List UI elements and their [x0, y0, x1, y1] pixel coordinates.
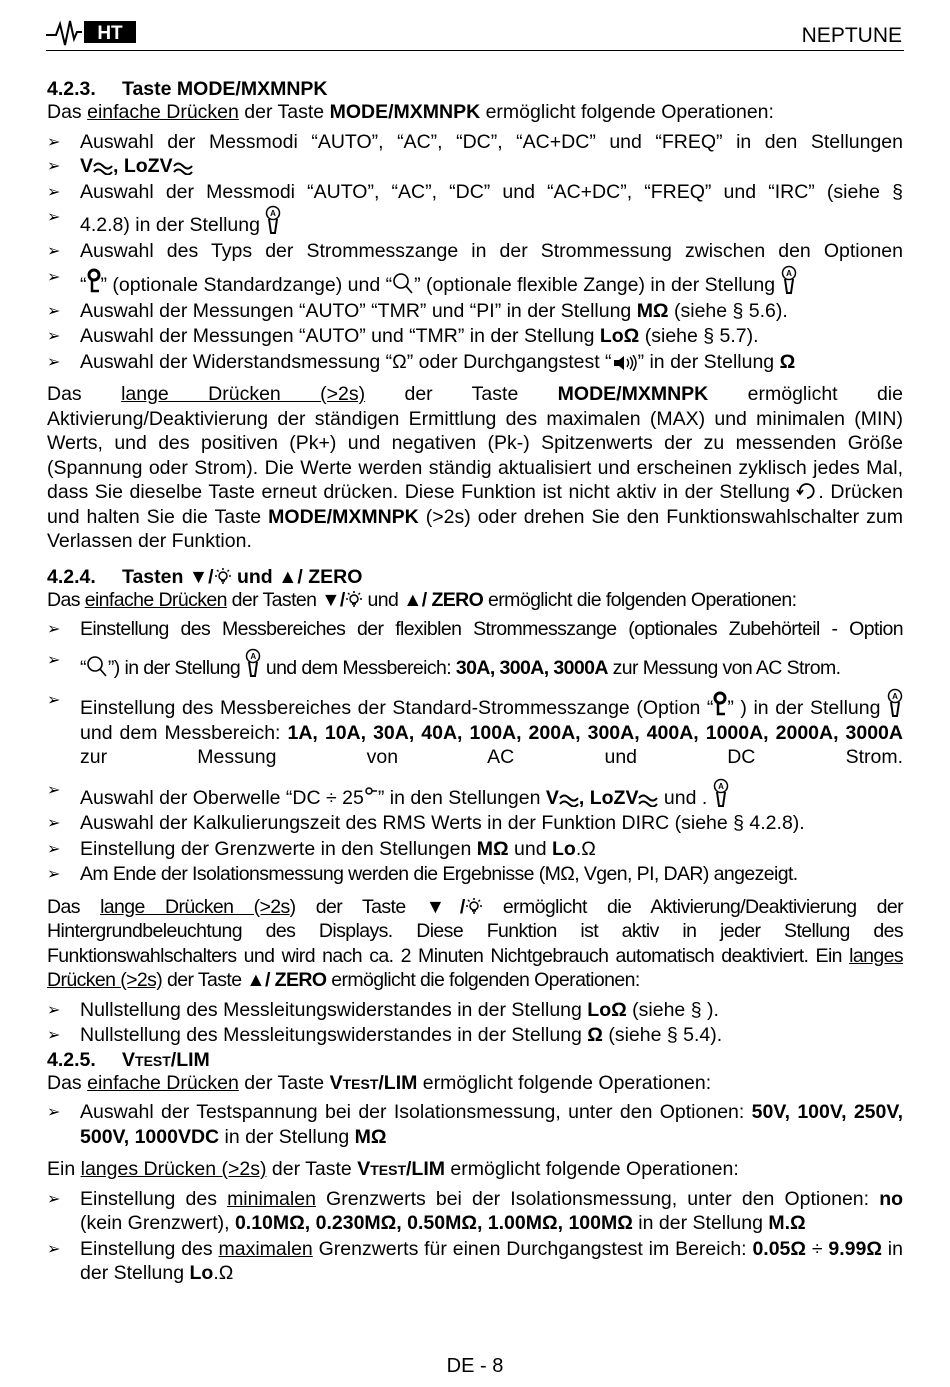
backlight-icon — [465, 898, 483, 916]
section-423-long-text: Aktivierung/Deaktivierung der ständigen Ermittlung des maximalen (MAX) und minimalen (MIN) Werts, und des positiven (Pk+) und negativen (Pk-) Spitzenwerts der zu messenden Größe (Spannung oder Strom). Die Werte werden ständig aktualisiert und erscheinen zyklisch jedes Mal, dass Sie dieselbe Taste erneut drücken. Diese Funktion ist nicht aktiv in der Stellung . Drücken und halten Sie die Taste MODE/MXMNPK (>2s) oder drehen Sie den Funktionswahlschalter zum Verlassen der Funktion. — [47, 407, 904, 552]
section-425-list — [47, 1100, 903, 1149]
list-item: ➢ Auswahl der Oberwelle “DC ÷ 25 ” in den Stellungen V , LoZV und . A — [47, 778, 903, 811]
list-item: ➢ Auswahl der Widerstandsmessung “Ω” oder Durchgangstest “ ” in der Stellung Ω — [47, 350, 903, 375]
svg-text:A: A — [785, 269, 792, 278]
section-423-long-line1: Das lange Drücken (>2s) der Taste MODE/MXMNPK ermöglicht die — [47, 383, 903, 405]
section-424-intro: Das einfache Drücken der Tasten ▼/ und ▲/ ZERO ermöglicht die folgenden Operationen: — [47, 588, 797, 611]
clamp-probe-icon — [781, 265, 797, 295]
section-423-heading: 4.2.3. Taste MODE/MXMNPK — [47, 78, 328, 100]
brand-text: HT — [97, 23, 123, 44]
page-header — [46, 16, 904, 51]
flexible-clamp-icon — [86, 655, 108, 677]
list-item: ➢ Auswahl der Kalkulierungszeit des RMS Werts in der Funktion DIRC (siehe § 4.2.8). — [47, 811, 903, 836]
list-item: ➢ Auswahl der Messmodi “AUTO”, “AC”, “DC” und “AC+DC”, “FREQ” und “IRC” (siehe § — [47, 180, 903, 205]
section-424-heading: 4.2.4. Tasten ▼/ und ▲/ ZERO — [47, 565, 363, 588]
svg-text:A: A — [270, 209, 277, 218]
model-name: NEPTUNE — [801, 24, 902, 47]
backlight-icon — [214, 568, 232, 586]
harmonic-icon — [364, 786, 378, 798]
standard-clamp-icon — [713, 691, 727, 717]
clamp-probe-icon — [265, 205, 281, 235]
section-423-intro: Das einfache Drücken der Taste MODE/MXMNPK ermöglicht folgende Operationen: — [47, 101, 774, 123]
section-425-intro: Das einfache Drücken der Taste Vtest/LIM ermöglicht folgende Operationen: — [47, 1071, 712, 1094]
list-item-cont: ➢ “ ” (optionale Standardzange) und “ ” (optionale flexible Zange) in der Stellung A — [47, 265, 903, 298]
ht-logo — [46, 18, 138, 46]
section-424-list — [47, 617, 903, 887]
section-425-long: Ein langes Drücken (>2s) der Taste Vtest/LIM ermöglicht folgende Operationen: — [47, 1158, 739, 1180]
rotate-icon — [796, 481, 818, 501]
list-item: ➢ Nullstellung des Messleitungswiderstandes in der Stellung LoΩ (siehe § ). — [47, 998, 903, 1023]
list-item: ➢ Einstellung des maximalen Grenzwerts für einen Durchgangstest im Bereich: 0.05Ω ÷ 9.99Ω in der Stellung Lo.Ω — [47, 1237, 903, 1286]
ac-wave-icon — [93, 161, 113, 175]
list-item: ➢ Auswahl der Messmodi “AUTO”, “AC”, “DC”, “AC+DC” und “FREQ” in den Stellungen — [47, 130, 903, 155]
continuity-buzzer-icon — [612, 355, 638, 371]
ac-wave-icon — [638, 793, 658, 807]
page-body — [47, 78, 903, 1287]
svg-text:A: A — [892, 692, 898, 701]
svg-text:A: A — [250, 651, 256, 661]
section-425-heading: 4.2.5. Vtest/LIM — [47, 1048, 210, 1071]
clamp-probe-icon — [245, 648, 261, 678]
list-item: ➢ Einstellung des Messbereiches der Standard-Strommesszange (Option “ ” ) in der Stellung A und dem Messbereich: 1A, 10A, 30A, 40A, 100A, 200A, 300A, 400A, 1000A, 2000A, 3000A zur Messung von AC und DC Strom. — [47, 688, 903, 770]
backlight-icon — [345, 591, 363, 609]
standard-clamp-icon — [87, 268, 101, 294]
section-424-zero-list — [47, 998, 903, 1048]
list-item-cont: ➢ “ ”) in der Stellung A und dem Messbereich: 30A, 300A, 3000A zur Messung von AC Strom. — [47, 648, 903, 681]
list-item: ➢ Einstellung des minimalen Grenzwerts bei der Isolationsmessung, unter den Optionen: no (kein Grenzwert), 0.10MΩ, 0.230MΩ, 0.50MΩ, 1.00MΩ, 100MΩ in der Stellung M.Ω — [47, 1187, 903, 1236]
list-item: ➢ Am Ende der Isolationsmessung werden die Ergebnisse (MΩ, Vgen, PI, DAR) angezeigt. — [47, 862, 903, 887]
clamp-probe-icon — [887, 688, 903, 718]
page-number: DE - 8 — [446, 1355, 504, 1377]
flexible-clamp-icon — [392, 272, 414, 294]
list-item: ➢ Einstellung des Messbereiches der flexiblen Strommesszange (optionales Zubehörteil - Option — [47, 617, 903, 642]
list-item: ➢ Auswahl der Messungen “AUTO” und “TMR” in der Stellung LoΩ (siehe § 5.7). — [47, 324, 903, 349]
svg-text:A: A — [717, 781, 724, 791]
ac-wave-icon — [173, 161, 193, 175]
section-424-long-text: Das lange Drücken (>2s) der Taste ▼/ ermöglicht die Aktivierung/Deaktivierung der Hintergrundbeleuchtung des Displays. Diese Funktion ist aktiv in jeder Stellung des Funktionswahlschalters und wird nach ca. 2 Minuten Nichtgebrauch automatisch deaktiviert. Ein langes Drücken (>2s) der Taste ▲/ ZERO ermöglicht die folgenden Operationen: — [47, 895, 904, 991]
list-item: ➢ Nullstellung des Messleitungswiderstandes in der Stellung Ω (siehe § 5.4). — [47, 1023, 903, 1048]
section-425-limit-list — [47, 1187, 903, 1286]
list-item-cont: ➢ V , LoZV — [47, 154, 903, 179]
list-item: ➢ Einstellung der Grenzwerte in den Stellungen MΩ und Lo.Ω — [47, 837, 903, 862]
clamp-probe-icon — [713, 778, 729, 808]
ac-wave-icon — [559, 793, 579, 807]
section-423-list — [47, 130, 903, 375]
list-item: ➢ Auswahl des Typs der Strommesszange in der Strommessung zwischen den Optionen — [47, 239, 903, 264]
list-item: ➢ Auswahl der Messungen “AUTO” “TMR” und “PI” in der Stellung MΩ (siehe § 5.6). — [47, 299, 903, 324]
list-item-cont: ➢ 4.2.8) in der Stellung A — [47, 205, 903, 238]
list-item: ➢ Auswahl der Testspannung bei der Isolationsmessung, unter den Optionen: 50V, 100V, 250V, 500V, 1000VDC in der Stellung MΩ — [47, 1100, 903, 1149]
